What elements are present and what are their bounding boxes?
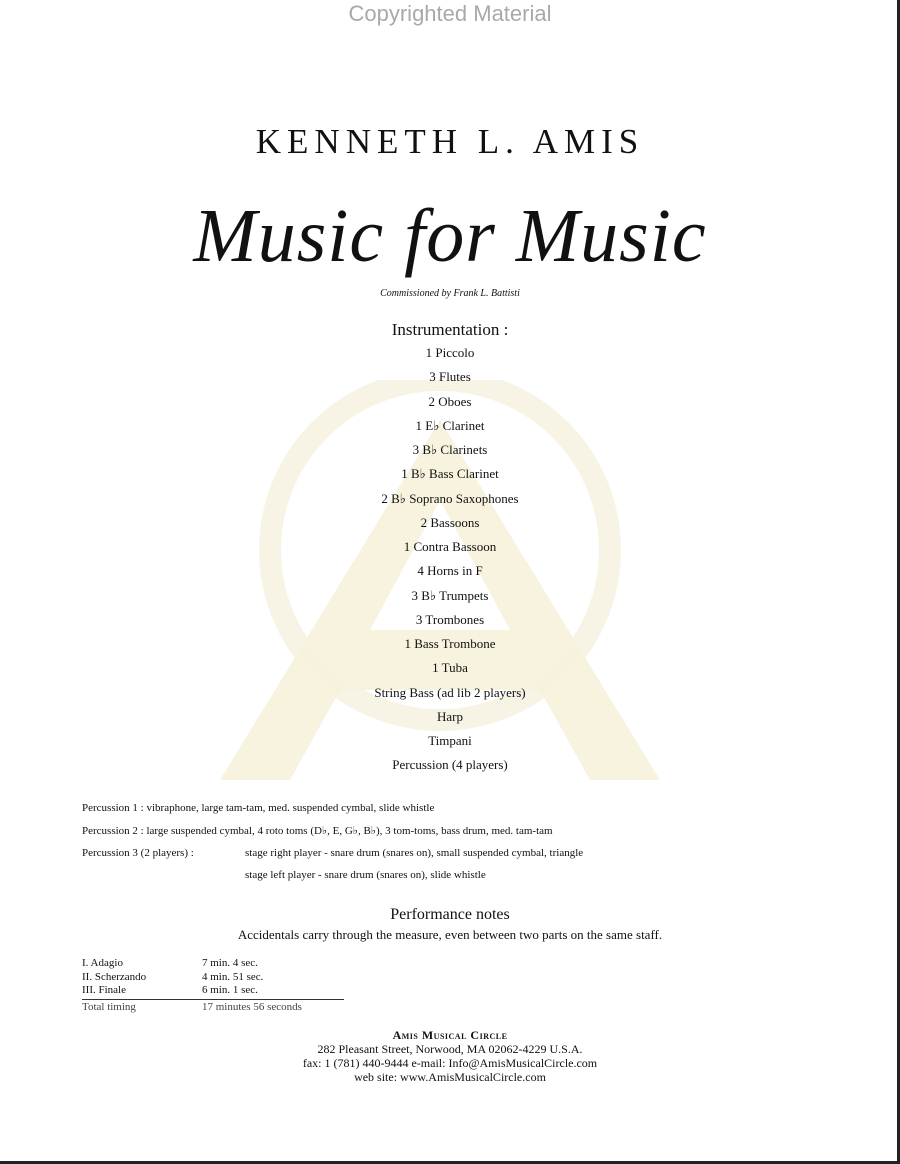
instrument-item: 4 Horns in F bbox=[417, 563, 483, 579]
percussion-3-stage-left: stage left player - snare drum (snares on), slide whistle bbox=[245, 869, 486, 881]
instrument-item: 1 Tuba bbox=[432, 660, 468, 676]
instrument-item: 2 Oboes bbox=[428, 393, 472, 409]
commission-credit: Commissioned by Frank L. Battisti bbox=[380, 288, 520, 299]
instrument-item: 1 E♭ Clarinet bbox=[415, 417, 485, 433]
instrument-item: 1 Contra Bassoon bbox=[403, 539, 497, 554]
timing-row bbox=[82, 957, 344, 971]
publisher-name: Amis Musical Circle bbox=[392, 1028, 508, 1042]
publisher-address: 282 Pleasant Street, Norwood, MA 02062-4229 U.S.A. bbox=[317, 1042, 583, 1056]
instrument-item: Percussion (4 players) bbox=[392, 757, 508, 773]
timing-row bbox=[82, 984, 344, 998]
instrument-item: 1 Piccolo bbox=[425, 345, 475, 360]
composer-name: KENNETH L. AMIS bbox=[255, 122, 645, 161]
instrument-item: 1 B♭ Bass Clarinet bbox=[401, 466, 499, 482]
instrument-item: String Bass (ad lib 2 players) bbox=[374, 684, 526, 700]
publisher-website: web site: www.AmisMusicalCircle.com bbox=[354, 1070, 546, 1084]
movement-time: 7 min. 4 sec. bbox=[202, 957, 258, 969]
instrument-item: 1 Bass Trombone bbox=[404, 636, 496, 651]
movement-name: III. Finale bbox=[82, 984, 126, 996]
percussion-3-stage-right: stage right player - snare drum (snares on), small suspended cymbal, triangle bbox=[245, 847, 584, 859]
instrument-item: Timpani bbox=[428, 733, 472, 748]
instrument-item: 3 B♭ Clarinets bbox=[412, 442, 488, 457]
instrument-item: 3 Trombones bbox=[415, 611, 485, 627]
percussion-2-line: Percussion 2 : large suspended cymbal, 4 roto toms (D♭, E, G♭, B♭), 3 tom-toms, bass drum, med. tam-tam bbox=[82, 825, 553, 837]
publisher-block bbox=[0, 1028, 900, 1084]
movement-name: I. Adagio bbox=[82, 957, 123, 969]
movement-name: II. Scherzando bbox=[82, 970, 147, 983]
total-timing-value: 17 minutes 56 seconds bbox=[202, 1000, 302, 1013]
publisher-contact: fax: 1 (781) 440-9444 e-mail: Info@AmisMusicalCircle.com bbox=[302, 1056, 598, 1070]
copyright-watermark: Copyrighted Material bbox=[348, 1, 552, 26]
movement-time: 4 min. 51 sec. bbox=[202, 970, 264, 983]
percussion-1-line: Percussion 1 : vibraphone, large tam-tam, med. suspended cymbal, slide whistle bbox=[82, 802, 435, 814]
movement-time: 6 min. 1 sec. bbox=[202, 984, 258, 996]
performance-notes-heading: Performance notes bbox=[390, 906, 510, 923]
total-timing-label: Total timing bbox=[82, 1000, 136, 1013]
instrument-item: 2 Bassoons bbox=[420, 514, 480, 530]
percussion-3-label: Percussion 3 (2 players) : bbox=[82, 847, 194, 859]
timing-divider bbox=[82, 999, 344, 1000]
instrument-item: 3 B♭ Trumpets bbox=[411, 587, 489, 603]
instrumentation-list bbox=[0, 341, 900, 778]
instrument-item: Harp bbox=[437, 708, 463, 724]
timing-table bbox=[82, 957, 344, 1014]
timing-row bbox=[82, 971, 344, 985]
score-title: Music for Music bbox=[193, 194, 707, 278]
performance-note: Accidentals carry through the measure, even between two parts on the same staff. bbox=[237, 927, 663, 942]
instrument-item: 2 B♭ Soprano Saxophones bbox=[381, 490, 519, 506]
timing-total-row bbox=[82, 1001, 344, 1015]
instrument-item: 3 Flutes bbox=[429, 369, 471, 385]
instrumentation-heading: Instrumentation : bbox=[391, 320, 509, 339]
